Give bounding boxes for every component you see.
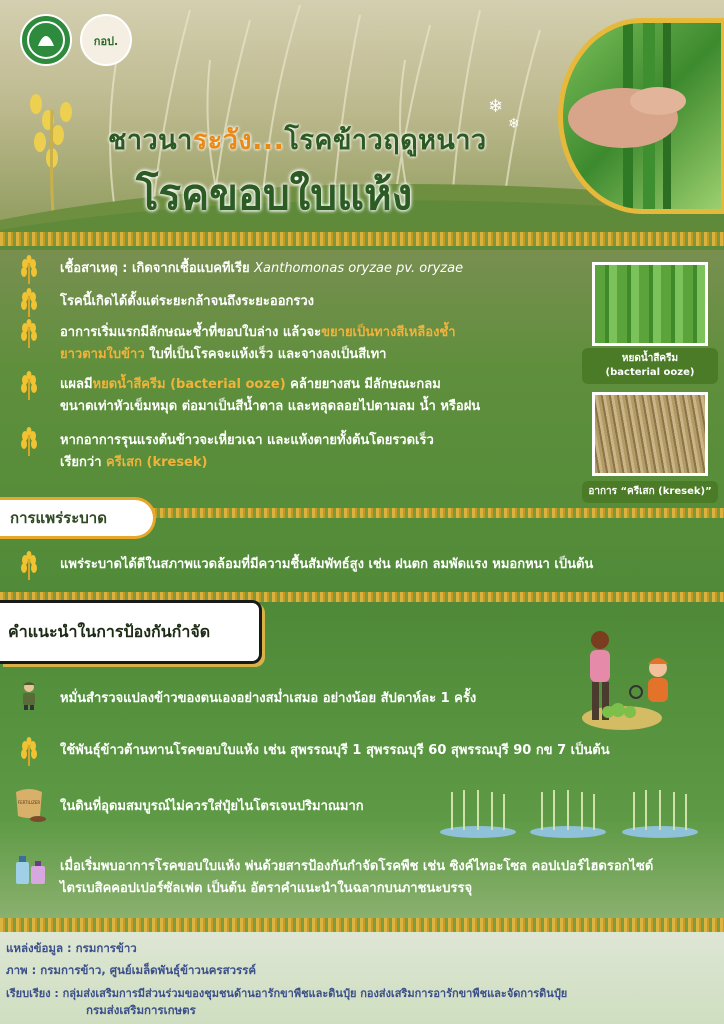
highlight-text: หยดน้ำสีครีม (bacterial ooze) — [92, 377, 286, 392]
bacterial-ooze-photo — [592, 262, 708, 346]
wheat-icon — [14, 318, 44, 348]
text-segment: อาการเริ่มแรกมีลักษณะช้ำที่ขอบใบล่าง แล้วจะ — [60, 325, 322, 340]
farmers-illustration — [560, 626, 690, 730]
text-segment: ขนาดเท่าหัวเข็มหมุด ต่อมาเป็นสีน้ำตาล และหลุดลอยไปตามลม น้ำ หรือฝน — [60, 399, 481, 414]
snowflake-icon: ❄ — [508, 116, 520, 132]
title-part-2: โรคข้าวฤดูหนาว — [284, 125, 487, 156]
rice-seedlings-illustration — [438, 784, 708, 840]
text-segment: ใบที่เป็นโรคจะแห้งเร็ว และจางลงเป็นสีเทา — [144, 347, 387, 362]
bullet-text — [60, 856, 653, 900]
wheat-icon — [14, 254, 44, 284]
wheat-icon — [14, 287, 44, 317]
prevention-heading: คำแนะนำในการป้องกันกำจัด — [0, 600, 262, 664]
highlight-text: ยาวตามใบข้าว — [60, 347, 145, 362]
bullet-text — [60, 430, 434, 474]
bullet-text: ใช้พันธุ์ข้าวต้านทานโรคขอบใบแห้ง เช่น สุพรรณบุรี 1 สุพรรณบุรี 60 สุพรรณบุรี 90 กข 7 เป็นต้น — [60, 743, 610, 758]
chemical-bottles-icon — [14, 852, 48, 886]
image-credit: ภาพ : กรมการข้าว, ศูนย์เมล็ดพันธุ์ข้าวนครสวรรค์ — [6, 963, 257, 977]
grass-divider — [0, 232, 724, 246]
wheat-icon — [14, 550, 44, 580]
title-part-1: ชาวนา — [108, 125, 193, 156]
source-credit: แหล่งข้อมูล : กรมการข้าว — [6, 941, 137, 955]
text-segment: เรียกว่า — [60, 455, 107, 470]
compiled-credit-line2: กรมส่งเสริมการเกษตร — [86, 1003, 196, 1017]
bullet-text: ในดินที่อุดมสมบูรณ์ไม่ควรใส่ปุ๋ยไนโตรเจนปริมาณมาก — [60, 799, 364, 814]
text-segment: เมื่อเริ่มพบอาการโรคขอบใบแห้ง พ่นด้วยสารป้องกันกำจัดโรคพืช เช่น ซิงค์ไทอะโซล คอปเปอร์ไฮดรอกไซด์ — [60, 859, 654, 874]
logo-text: กอป. — [93, 35, 119, 48]
text-segment: คล้ายยางสน มีลักษณะกลม — [285, 377, 441, 392]
highlight-text: ขยายเป็นทางสีเหลืองช้ำ — [321, 325, 456, 340]
wheat-icon — [14, 736, 44, 766]
leaf-inspection-photo — [558, 18, 724, 214]
text-segment: แผลมี — [60, 377, 93, 392]
page-title — [108, 118, 528, 161]
bullet-text: แพร่ระบาดได้ดีในสภาพแวดล้อมที่มีความชื้นสัมพัทธ์สูง เช่น ฝนตก ลมพัดแรง หมอกหนา เป็นต้น — [60, 557, 594, 572]
fertilizer-label: FERTILIZER — [17, 800, 41, 805]
ooze-caption — [582, 348, 718, 384]
kresek-photo — [592, 392, 708, 476]
bullet-text: โรคนี้เกิดได้ตั้งแต่ระยะกล้าจนถึงระยะออกรวง — [60, 294, 315, 309]
bullet-text — [60, 322, 456, 366]
disease-name: โรคขอบใบแห้ง — [136, 170, 413, 219]
bullet-text — [60, 374, 480, 418]
department-logo — [80, 14, 132, 66]
snowflake-icon: ❄ — [488, 96, 504, 117]
caption-line: หยดน้ำสีครีม — [621, 353, 679, 364]
bullet-text — [60, 258, 463, 280]
fertilizer-bag-icon — [10, 786, 48, 824]
cause-label: เชื้อสาเหตุ : เกิดจากเชื้อแบคทีเรีย — [60, 261, 255, 276]
text-segment: ไตรเบสิคคอปเปอร์ซัลเฟต เป็นต้น อัตราคำแนะนำในฉลากบนภาชนะบรรจุ — [60, 881, 473, 896]
title-accent: ระวัง... — [192, 125, 285, 156]
wheat-icon — [14, 426, 44, 456]
credits-footer — [0, 932, 724, 1024]
farmer-icon — [14, 680, 44, 710]
highlight-text: ครีเสก (kresek) — [106, 455, 208, 470]
wheat-icon — [14, 370, 44, 400]
caption-line: (bacterial ooze) — [605, 367, 695, 378]
compiled-credit: เรียบเรียง : กลุ่มส่งเสริมการมีส่วนร่วมของชุมชนด้านอารักขาพืชและดินปุ๋ย กองส่งเสริมการอารักขาพืชและจัดการดินปุ๋ย — [6, 987, 568, 1000]
text-segment: หากอาการรุนแรงต้นข้าวจะเหี่ยวเฉา และแห้งตายทั้งต้นโดยรวดเร็ว — [60, 433, 434, 448]
bullet-text: หมั่นสำรวจแปลงข้าวของตนเองอย่างสม่ำเสมอ อย่างน้อย สัปดาห์ละ 1 ครั้ง — [60, 691, 477, 706]
agency-logo — [20, 14, 72, 66]
pathogen-name: Xanthomonas oryzae pv. oryzae — [254, 261, 464, 276]
spread-heading: การแพร่ระบาด — [0, 497, 156, 539]
grass-divider — [0, 918, 724, 932]
kresek-caption: อาการ “ครีเสก (kresek)” — [582, 481, 718, 503]
